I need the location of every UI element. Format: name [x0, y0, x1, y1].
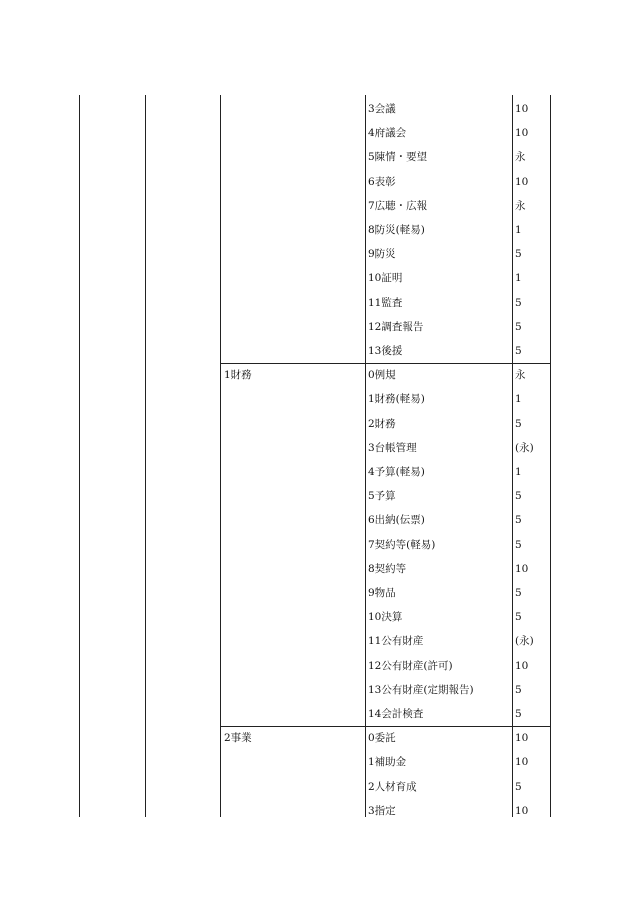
retention-period: 1: [515, 466, 522, 478]
retention-period: 5: [515, 539, 522, 551]
item-name: 5予算: [368, 490, 396, 502]
group-label: 1財務: [224, 369, 252, 381]
item-name: 6表彰: [368, 176, 396, 188]
item-name: 8契約等: [368, 563, 407, 575]
item-name: 0例規: [368, 369, 396, 381]
item-name: 11監査: [368, 297, 403, 309]
item-name: 10決算: [368, 611, 403, 623]
retention-period: 1: [515, 224, 522, 236]
retention-period: 10: [515, 756, 529, 768]
retention-period: 5: [515, 514, 522, 526]
item-name: 5陳情・要望: [368, 151, 428, 163]
item-name: 1財務(軽易): [368, 393, 425, 405]
item-name: 7契約等(軽易): [368, 539, 436, 551]
retention-period: 10: [515, 176, 529, 188]
retention-period: 10: [515, 127, 529, 139]
column-line-1: [79, 95, 80, 817]
retention-period: 5: [515, 297, 522, 309]
item-name: 3会議: [368, 103, 396, 115]
item-name: 10証明: [368, 272, 403, 284]
item-name: 2財務: [368, 418, 396, 430]
retention-period: 5: [515, 611, 522, 623]
item-name: 3台帳管理: [368, 442, 417, 454]
retention-period: 5: [515, 781, 522, 793]
retention-period: 5: [515, 708, 522, 720]
column-line-3: [220, 95, 221, 817]
item-name: 2人材育成: [368, 781, 417, 793]
item-name: 4予算(軽易): [368, 466, 425, 478]
retention-period: 永: [515, 369, 526, 381]
retention-period: 10: [515, 805, 529, 817]
retention-period: 10: [515, 660, 529, 672]
item-name: 7広聴・広報: [368, 200, 428, 212]
retention-period: 5: [515, 321, 522, 333]
item-name: 3指定: [368, 805, 396, 817]
retention-period: 10: [515, 563, 529, 575]
retention-period: 5: [515, 490, 522, 502]
retention-period: 10: [515, 732, 529, 744]
column-line-4: [365, 95, 366, 817]
item-name: 8防災(軽易): [368, 224, 425, 236]
retention-period: (永): [515, 635, 534, 647]
item-name: 0委託: [368, 732, 396, 744]
retention-period: 永: [515, 151, 526, 163]
item-name: 9物品: [368, 587, 396, 599]
item-name: 1補助金: [368, 756, 407, 768]
item-name: 13後援: [368, 345, 403, 357]
item-name: 4府議会: [368, 127, 407, 139]
item-name: 13公有財産(定期報告): [368, 684, 474, 696]
retention-period: 1: [515, 272, 522, 284]
column-line-6: [550, 95, 551, 817]
item-name: 12調査報告: [368, 321, 424, 333]
item-name: 14会計検査: [368, 708, 424, 720]
retention-period: 永: [515, 200, 526, 212]
column-line-2: [145, 95, 146, 817]
group-divider: [220, 726, 551, 727]
item-name: 11公有財産: [368, 635, 424, 647]
retention-period: (永): [515, 442, 534, 454]
retention-period: 5: [515, 418, 522, 430]
retention-period: 5: [515, 248, 522, 260]
column-line-5: [512, 95, 513, 817]
group-label: 2事業: [224, 732, 252, 744]
item-name: 6出納(伝票): [368, 514, 425, 526]
retention-period: 5: [515, 684, 522, 696]
retention-period: 1: [515, 393, 522, 405]
retention-period: 5: [515, 345, 522, 357]
retention-period: 5: [515, 587, 522, 599]
item-name: 12公有財産(許可): [368, 660, 453, 672]
retention-period: 10: [515, 103, 529, 115]
item-name: 9防災: [368, 248, 396, 260]
group-divider: [220, 363, 551, 364]
